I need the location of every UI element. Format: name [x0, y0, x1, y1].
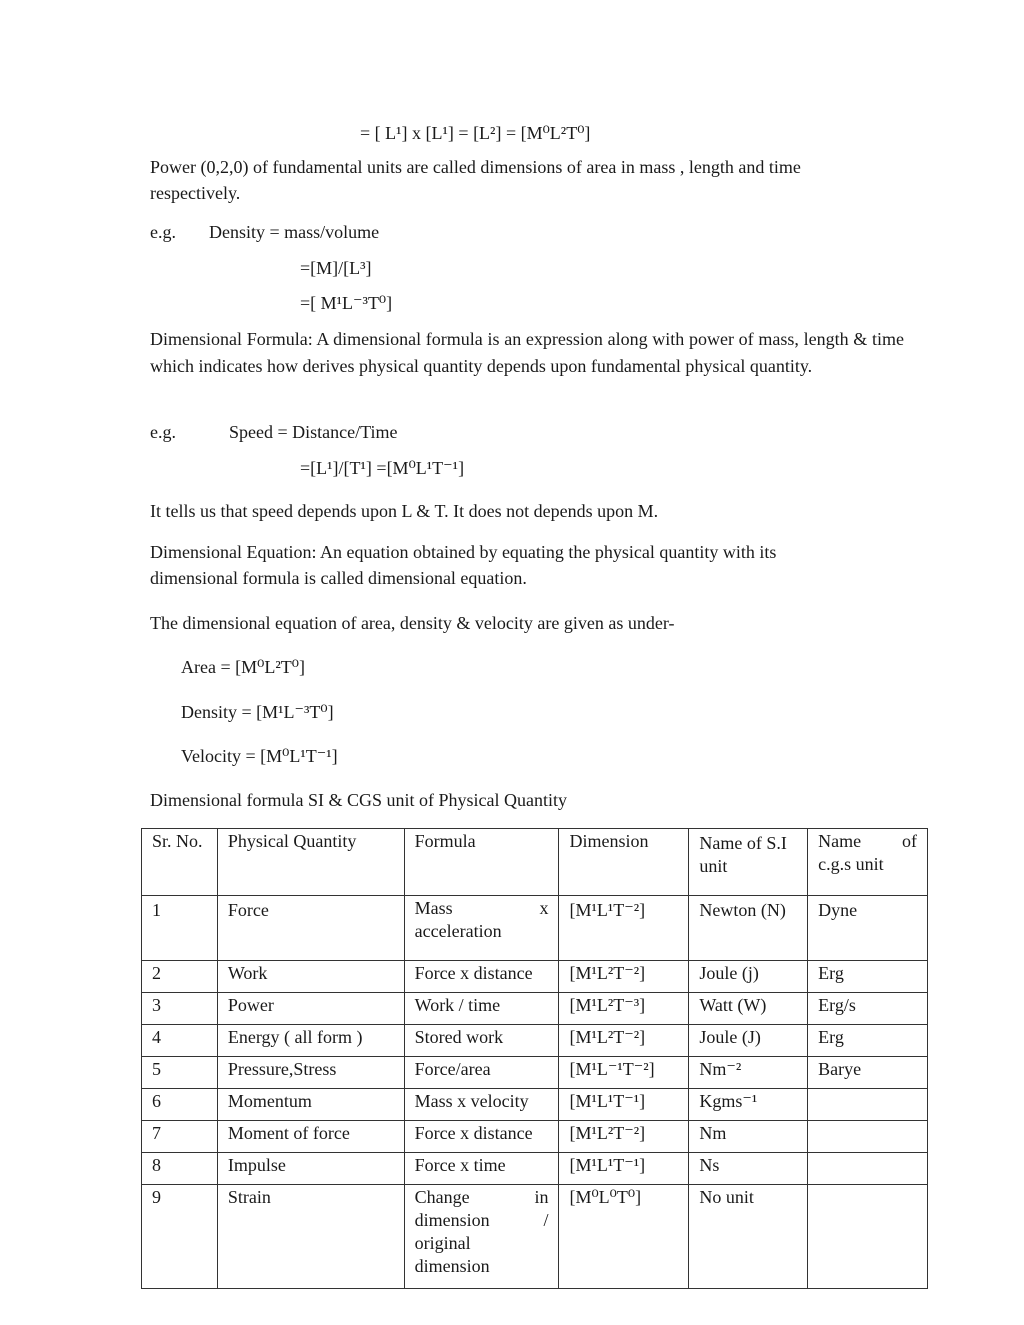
cell-formula: Force/area: [404, 1057, 559, 1089]
cell-cgs-unit: [808, 1121, 928, 1153]
cell-cgs-unit: [808, 1185, 928, 1289]
table-row: [142, 1057, 928, 1089]
power-note-line-2: respectively.: [150, 183, 241, 203]
header-dimension: Dimension: [559, 829, 689, 896]
cell-cgs-unit: [808, 1153, 928, 1185]
cell-si-unit: Joule (J): [689, 1025, 808, 1057]
cell-quantity: Moment of force: [217, 1121, 404, 1153]
cell-sr: 1: [142, 896, 218, 961]
example-2-label: e.g.: [150, 422, 176, 442]
header-si-unit: Name of S.I unit: [689, 829, 808, 896]
cell-quantity: Momentum: [217, 1089, 404, 1121]
cell-dimension: [M¹L²T⁻²]: [559, 1025, 689, 1057]
cell-sr: 6: [142, 1089, 218, 1121]
example-1-definition: Density = mass/volume: [209, 222, 380, 242]
cell-formula: Force x distance: [404, 1121, 559, 1153]
example-2-definition: Speed = Distance/Time: [229, 422, 398, 442]
header-cgs-unit: Name of c.g.s unit: [808, 829, 928, 896]
area-dimension: Area = [M⁰L²T⁰]: [181, 657, 305, 677]
cell-quantity: Impulse: [217, 1153, 404, 1185]
header-quantity: Physical Quantity: [217, 829, 404, 896]
dimensional-equation-line-1: Dimensional Equation: An equation obtained by equating the physical quantity with its: [150, 542, 777, 562]
speed-note: It tells us that speed depends upon L & T. It does not depends upon M.: [150, 501, 659, 521]
cell-formula: Mass x velocity: [404, 1089, 559, 1121]
cell-dimension: [M⁰L⁰T⁰]: [559, 1185, 689, 1289]
example-1-label: e.g.: [150, 222, 176, 242]
dimensional-formula-paragraph: Dimensional Formula: A dimensional formula is an expression along with power of mass, length & time which indicates how derives physical quantity depends upon fundamental physical quantity.: [150, 329, 904, 376]
header-sr: Sr. No.: [142, 829, 218, 896]
cell-si-unit: Nm: [689, 1121, 808, 1153]
example-2-step: =[L¹]/[T¹] =[M⁰L¹T⁻¹]: [300, 458, 465, 478]
cell-si-unit: Newton (N): [689, 896, 808, 961]
cell-sr: 5: [142, 1057, 218, 1089]
area-equation: = [ L¹] x [L¹] = [L²] = [M⁰L²T⁰]: [360, 123, 591, 143]
header-formula: Formula: [404, 829, 559, 896]
cell-quantity: Strain: [217, 1185, 404, 1289]
cell-formula: Force x distance: [404, 961, 559, 993]
cell-formula: Stored work: [404, 1025, 559, 1057]
physical-quantity-table: [141, 828, 928, 1289]
cell-quantity: Work: [217, 961, 404, 993]
cell-cgs-unit: Erg: [808, 961, 928, 993]
table-row: [142, 1089, 928, 1121]
table-row: [142, 1025, 928, 1057]
cell-sr: 4: [142, 1025, 218, 1057]
cell-sr: 7: [142, 1121, 218, 1153]
cell-dimension: [M¹L⁻¹T⁻²]: [559, 1057, 689, 1089]
density-dimension: Density = [M¹L⁻³T⁰]: [181, 702, 334, 722]
cell-formula: Mass x acceleration: [404, 896, 559, 961]
cell-cgs-unit: Dyne: [808, 896, 928, 961]
table-row: [142, 896, 928, 961]
cell-dimension: [M¹L²T⁻²]: [559, 1121, 689, 1153]
cell-si-unit: Watt (W): [689, 993, 808, 1025]
cell-sr: 3: [142, 993, 218, 1025]
cell-cgs-unit: Erg/s: [808, 993, 928, 1025]
cell-sr: 8: [142, 1153, 218, 1185]
cell-si-unit: Joule (j): [689, 961, 808, 993]
cell-formula: Change in dimension / original dimension: [404, 1185, 559, 1289]
cell-sr: 2: [142, 961, 218, 993]
example-1-step-1: =[M]/[L³]: [300, 258, 372, 278]
cell-sr: 9: [142, 1185, 218, 1289]
cell-dimension: [M¹L¹T⁻¹]: [559, 1153, 689, 1185]
velocity-dimension: Velocity = [M⁰L¹T⁻¹]: [181, 746, 338, 766]
dimensional-equation-line-2: dimensional formula is called dimensional equation.: [150, 568, 527, 588]
cell-dimension: [M¹L¹T⁻¹]: [559, 1089, 689, 1121]
cell-formula: Work / time: [404, 993, 559, 1025]
cell-si-unit: Ns: [689, 1153, 808, 1185]
cell-quantity: Energy ( all form ): [217, 1025, 404, 1057]
table-row: [142, 1153, 928, 1185]
table-caption: Dimensional formula SI & CGS unit of Physical Quantity: [150, 790, 567, 810]
table-header-row: [142, 829, 928, 896]
cell-si-unit: Kgms⁻¹: [689, 1089, 808, 1121]
under-intro: The dimensional equation of area, density & velocity are given as under-: [150, 613, 675, 633]
cell-quantity: Power: [217, 993, 404, 1025]
cell-quantity: Pressure,Stress: [217, 1057, 404, 1089]
cell-dimension: [M¹L²T⁻²]: [559, 961, 689, 993]
power-note-line-1: Power (0,2,0) of fundamental units are called dimensions of area in mass , length and time: [150, 157, 801, 177]
table-row: [142, 961, 928, 993]
cell-cgs-unit: Barye: [808, 1057, 928, 1089]
cell-quantity: Force: [217, 896, 404, 961]
cell-formula: Force x time: [404, 1153, 559, 1185]
cell-dimension: [M¹L¹T⁻²]: [559, 896, 689, 961]
table-row: [142, 1121, 928, 1153]
cell-dimension: [M¹L²T⁻³]: [559, 993, 689, 1025]
cell-cgs-unit: Erg: [808, 1025, 928, 1057]
example-1-step-2: =[ M¹L⁻³T⁰]: [300, 293, 393, 313]
table-row: [142, 1185, 928, 1289]
cell-si-unit: No unit: [689, 1185, 808, 1289]
table-row: [142, 993, 928, 1025]
cell-si-unit: Nm⁻²: [689, 1057, 808, 1089]
cell-cgs-unit: [808, 1089, 928, 1121]
